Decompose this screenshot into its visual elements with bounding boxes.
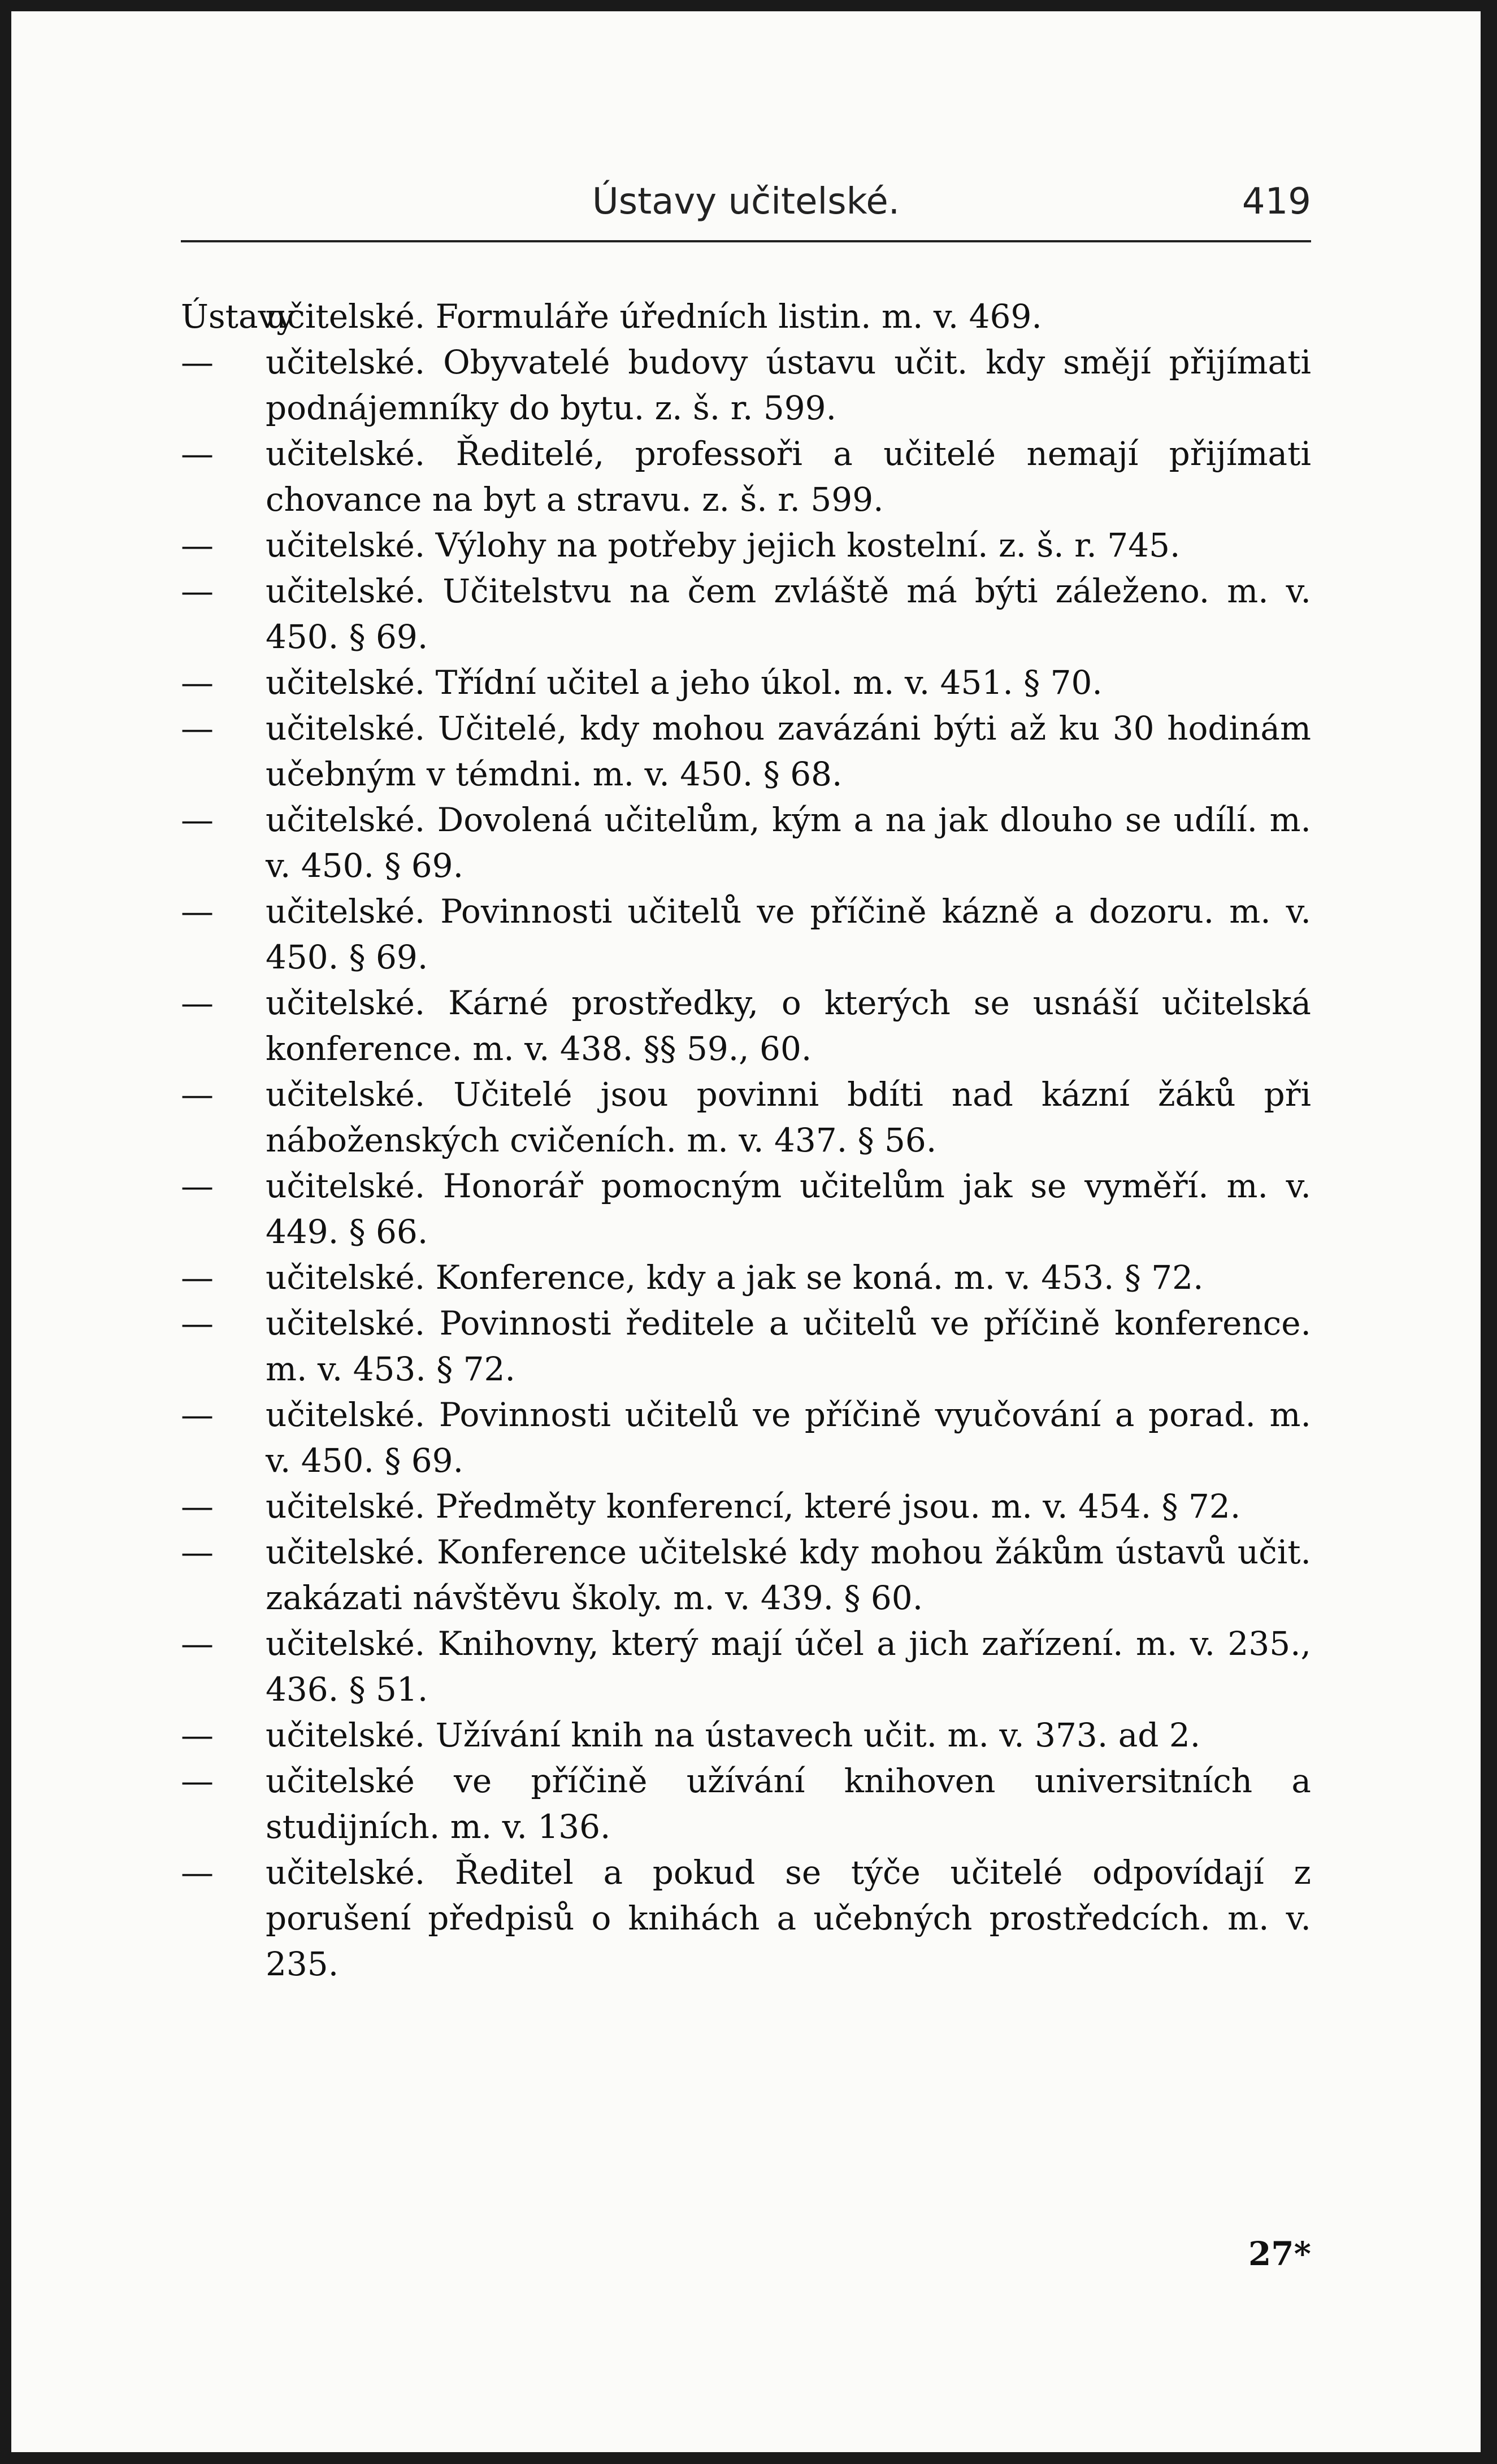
entry-text: učitelské. Povinnosti učitelů ve příčině vyučování a porad. m. v. 450. § 69. (266, 1396, 1311, 1480)
entry-dash: — (181, 1167, 214, 1205)
running-title: Ústavy učitelské. (592, 181, 900, 223)
entry-headword: Ústavy (181, 297, 296, 336)
page-number: 419 (1242, 181, 1311, 223)
index-entry (181, 431, 1311, 523)
entry-dash: — (181, 1258, 214, 1297)
entry-dash: — (181, 1853, 214, 1892)
entry-text: učitelské. Užívání knih na ústavech učit. m. v. 373. ad 2. (266, 1716, 1201, 1754)
index-entry (181, 1758, 1311, 1850)
entry-text: učitelské. Ředitelé, professoři a učitelé nemají přijímati chovance na byt a stravu. z. š. r. 599. (266, 434, 1311, 519)
index-entry (181, 797, 1311, 889)
entry-text: učitelské. Ředitel a pokud se týče učitelé odpovídají z porušení předpisů o knihách a učebných prostředcích. m. v. 235. (266, 1853, 1311, 1983)
index-entry (181, 1301, 1311, 1392)
index-entry (181, 1072, 1311, 1163)
entry-text: učitelské. Formuláře úředních listin. m. v. 469. (266, 297, 1042, 336)
book-page (11, 11, 1481, 2452)
index-entry (181, 980, 1311, 1072)
index-entry (181, 660, 1311, 706)
header-rule (181, 240, 1311, 242)
entry-text: učitelské. Povinnosti učitelů ve příčině kázně a dozoru. m. v. 450. § 69. (266, 892, 1311, 976)
index-entry (181, 523, 1311, 568)
entry-text: učitelské. Učitelé, kdy mohou zavázáni býti až ku 30 hodinám učebným v témdni. m. v. 450. § 68. (266, 709, 1311, 793)
entry-text: učitelské. Konference učitelské kdy mohou žákům ústavů učit. zakázati návštěvu školy. m. v. 439. § 60. (266, 1533, 1311, 1617)
entry-dash: — (181, 1762, 214, 1800)
entry-dash: — (181, 709, 214, 748)
entry-text: učitelské. Knihovny, který mají účel a jich zařízení. m. v. 235., 436. § 51. (266, 1624, 1311, 1709)
index-entry (181, 294, 1311, 340)
entry-dash: — (181, 801, 214, 839)
running-head (181, 181, 1311, 226)
entry-text: učitelské. Třídní učitel a jeho úkol. m. v. 451. § 70. (266, 663, 1103, 702)
index-entry (181, 1163, 1311, 1255)
index-entry (181, 1529, 1311, 1621)
entry-dash: — (181, 572, 214, 610)
index-entry (181, 1850, 1311, 1987)
index-entry (181, 1621, 1311, 1713)
entry-text: učitelské. Výlohy na potřeby jejich kostelní. z. š. r. 745. (266, 526, 1181, 564)
entry-dash: — (181, 892, 214, 931)
entry-text: učitelské. Dovolená učitelům, kým a na jak dlouho se udílí. m. v. 450. § 69. (266, 801, 1311, 885)
entry-dash: — (181, 526, 214, 564)
entry-text: učitelské ve příčině užívání knihoven universitních a studijních. m. v. 136. (266, 1762, 1311, 1846)
entry-dash: — (181, 663, 214, 702)
index-entry (181, 340, 1311, 431)
entry-text: učitelské. Učitelstvu na čem zvláště má býti záleženo. m. v. 450. § 69. (266, 572, 1311, 656)
entry-dash: — (181, 434, 214, 473)
entry-dash: — (181, 984, 214, 1022)
entry-text: učitelské. Kárné prostředky, o kterých se usnáší učitelská konference. m. v. 438. §§ 59., 60. (266, 984, 1311, 1068)
entry-dash: — (181, 1075, 214, 1114)
entry-dash: — (181, 343, 214, 381)
entry-dash: — (181, 1487, 214, 1526)
index-entry (181, 1392, 1311, 1484)
entry-text: učitelské. Předměty konferencí, které jsou. m. v. 454. § 72. (266, 1487, 1241, 1526)
entry-dash: — (181, 1716, 214, 1754)
index-entries (181, 294, 1311, 1987)
entry-dash: — (181, 1533, 214, 1571)
entry-text: učitelské. Obyvatelé budovy ústavu učit. kdy smějí přijímati podnájemníky do bytu. z. š. r. 599. (266, 343, 1311, 427)
index-entry (181, 1713, 1311, 1758)
entry-text: učitelské. Honorář pomocným učitelům jak se vyměří. m. v. 449. § 66. (266, 1167, 1311, 1251)
index-entry (181, 568, 1311, 660)
entry-dash: — (181, 1624, 214, 1663)
signature-mark: 27* (1248, 2235, 1311, 2273)
index-entry (181, 1255, 1311, 1301)
index-entry (181, 706, 1311, 797)
entry-text: učitelské. Konference, kdy a jak se koná. m. v. 453. § 72. (266, 1258, 1204, 1297)
entry-text: učitelské. Povinnosti ředitele a učitelů ve příčině konference. m. v. 453. § 72. (266, 1304, 1311, 1388)
entry-dash: — (181, 1396, 214, 1434)
index-entry (181, 1484, 1311, 1529)
index-entry (181, 889, 1311, 980)
entry-text: učitelské. Učitelé jsou povinni bdíti nad kázní žáků při náboženských cvičeních. m. v. 437. § 56. (266, 1075, 1311, 1159)
entry-dash: — (181, 1304, 214, 1342)
